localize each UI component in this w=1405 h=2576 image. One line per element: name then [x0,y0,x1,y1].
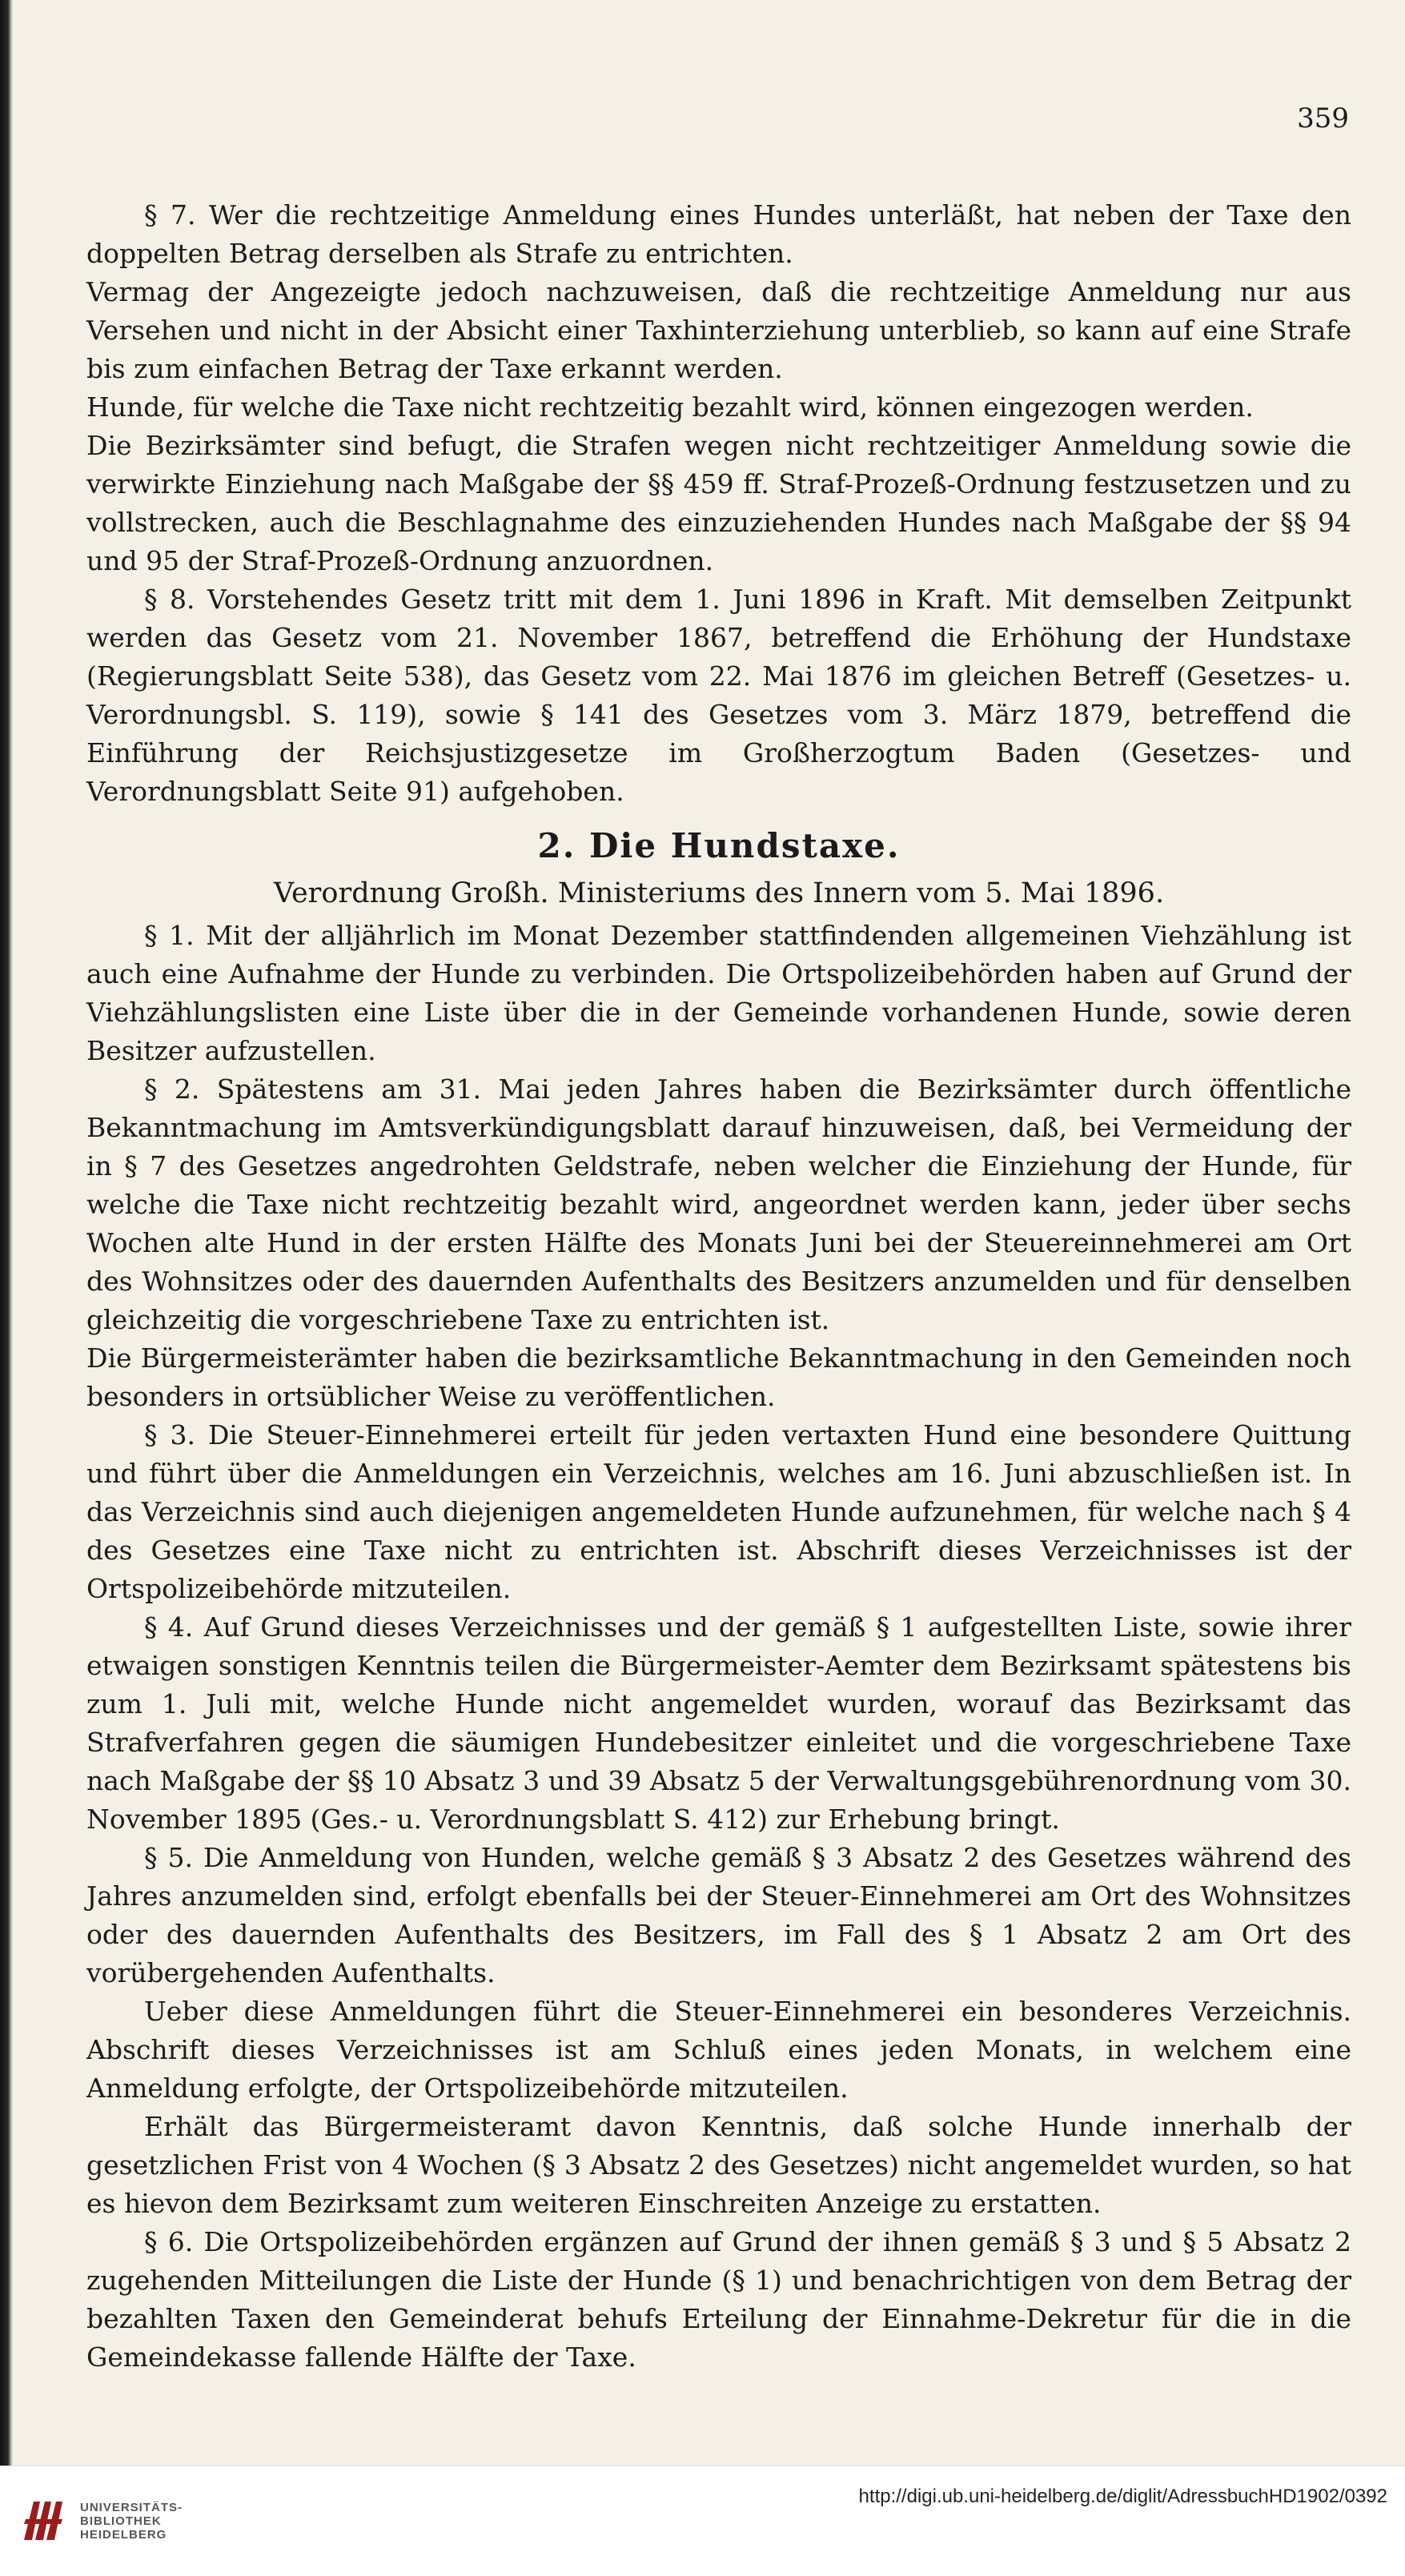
library-logo[interactable] [18,2495,183,2546]
paragraph: § 8. Vorstehendes Gesetz tritt mit dem 1. Juni 1896 in Kraft. Mit demselben Zeitpunkt werden das Gesetz vom 21. November 1867, betreffend die Erhöhung der Hundstaxe (Regierungsblatt Seite 538), das Gesetz vom 22. Mai 1876 im gleichen Betreff (Gesetzes- u. Verordnungsbl. S. 119), sowie § 141 des Gesetzes vom 3. März 1879, betreffend die Einführung der Reichsjustizgesetze im Großherzogtum Baden (Gesetzes- und Verordnungsblatt Seite 91) aufgehoben. [86,584,1351,807]
section-subheading: Verordnung Großh. Ministeriums des Innern vom 5. Mai 1896. [273,877,1165,909]
paragraph: § 4. Auf Grund dieses Verzeichnisses und der gemäß § 1 aufgestellten Liste, sowie ihrer etwaigen sonstigen Kenntnis teilen die Bürgermeister-Aemter dem Bezirksamt spätestens bis zum 1. Juli mit, welche Hunde nicht angemeldet wurden, worauf das Bezirksamt das Strafverfahren gegen die säumigen Hundebesitzer einleitet und die vorgeschriebene Taxe nach Maßgabe der §§ 10 Absatz 3 und 39 Absatz 5 der Verwaltungsgebührenordnung vom 30. November 1895 (Ges.- u. Verordnungsblatt S. 412) zur Erhebung bringt. [86,1611,1351,1835]
page-number: 359 [1297,102,1349,134]
paragraph: § 3. Die Steuer-Einnehmerei erteilt für jeden vertaxten Hund eine besondere Quittung und führt über die Anmeldungen ein Verzeichnis, welches am 16. Juni abzuschließen ist. In das Verzeichnis sind auch diejenigen angemeldeten Hunde aufzunehmen, für welche nach § 4 des Gesetzes eine Taxe nicht zu entrichten ist. Abschrift dieses Verzeichnisses ist der Ortspolizeibehörde mitzuteilen. [86,1419,1351,1604]
paragraph: Die Bürgermeisterämter haben die bezirksamtliche Bekanntmachung in den Gemeinden noch besonders in ortsüblicher Weise zu veröffentlichen. [86,1342,1351,1412]
paragraph: § 2. Spätestens am 31. Mai jeden Jahres haben die Bezirksämter durch öffentliche Bekanntmachung im Amtsverkündigungsblatt darauf hinzuweisen, daß, bei Vermeidung der in § 7 des Gesetzes angedrohten Geldstrafe, neben welcher die Einziehung der Hunde, für welche die Taxe nicht rechtzeitig bezahlt wird, angeordnet werden kann, jeder über sechs Wochen alte Hund in der ersten Hälfte des Monats Juni bei der Steuereinnehmerei am Ort des Wohnsitzes oder des dauernden Aufenthalts des Besitzers anzumelden und für denselben gleichzeitig die vorgeschriebene Taxe zu entrichten ist. [86,1073,1351,1335]
university-seal-icon [18,2495,69,2546]
source-url[interactable]: http://digi.ub.uni-heidelberg.de/diglit/AdressbuchHD1902/0392 [858,2486,1387,2507]
paragraph: Hunde, für welche die Taxe nicht rechtzeitig bezahlt wird, können eingezogen werden. [86,391,1254,423]
paragraph: § 1. Mit der alljährlich im Monat Dezember stattfindenden allgemeinen Viehzählung ist auch eine Aufnahme der Hunde zu verbinden. Die Ortspolizeibehörden haben auf Grund der Viehzählungslisten eine Liste über die in der Gemeinde vorhandenen Hunde, sowie deren Besitzer aufzustellen. [86,920,1351,1066]
paragraphs-top [86,196,1351,811]
page-content [86,196,1351,2377]
logo-line: BIBLIOTHEK [80,2514,162,2528]
paragraphs-bottom [86,917,1351,2377]
paragraph: Vermag der Angezeigte jedoch nachzuweisen, daß die rechtzeitige Anmeldung nur aus Versehen und nicht in der Absicht einer Taxhinterziehung unterblieb, so kann auf eine Strafe bis zum einfachen Betrag der Taxe erkannt werden. [86,276,1351,384]
paragraph: § 7. Wer die rechtzeitige Anmeldung eines Hundes unterläßt, hat neben der Taxe den doppelten Betrag derselben als Strafe zu entrichten. [86,199,1351,269]
paragraph: Die Bezirksämter sind befugt, die Strafen wegen nicht rechtzeitiger Anmeldung sowie die verwirkte Einziehung nach Maßgabe der §§ 459 ff. Straf-Prozeß-Ordnung festzusetzen und zu vollstrecken, auch die Beschlagnahme des einzuziehenden Hundes nach Maßgabe der §§ 94 und 95 der Straf-Prozeß-Ordnung anzuordnen. [86,430,1351,576]
footer-bar [0,2466,1405,2576]
logo-line: UNIVERSITÄTS- [80,2500,183,2514]
paragraph: Erhält das Bürgermeisteramt davon Kenntnis, daß solche Hunde innerhalb der gesetzlichen Frist von 4 Wochen (§ 3 Absatz 2 des Gesetzes) nicht angemeldet wurden, so hat es hievon dem Bezirksamt zum weiteren Einschreiten Anzeige zu erstatten. [86,2111,1351,2219]
section-heading: 2. Die Hundstaxe. [537,826,901,865]
scan-edge [0,0,13,2466]
library-name [80,2501,183,2542]
paragraph: Ueber diese Anmeldungen führt die Steuer-Einnehmerei ein besonderes Verzeichnis. Abschrift dieses Verzeichnisses ist am Schluß eines jeden Monats, in welchem eine Anmeldung erfolgte, der Ortspolizeibehörde mitzuteilen. [86,1996,1351,2104]
paragraph: § 6. Die Ortspolizeibehörden ergänzen auf Grund der ihnen gemäß § 3 und § 5 Absatz 2 zugehenden Mitteilungen die Liste der Hunde (§ 1) und benachrichtigen von dem Betrag der bezahlten Taxen den Gemeinderat behufs Erteilung der Einnahme-Dekretur für die in die Gemeindekasse fallende Hälfte der Taxe. [86,2226,1351,2373]
paragraph: § 5. Die Anmeldung von Hunden, welche gemäß § 3 Absatz 2 des Gesetzes während des Jahres anzumelden sind, erfolgt ebenfalls bei der Steuer-Einnehmerei am Ort des Wohnsitzes oder des dauernden Aufenthalts des Besitzers, im Fall des § 1 Absatz 2 am Ort des vorübergehenden Aufenthalts. [86,1842,1351,1988]
logo-line: HEIDELBERG [80,2527,167,2542]
